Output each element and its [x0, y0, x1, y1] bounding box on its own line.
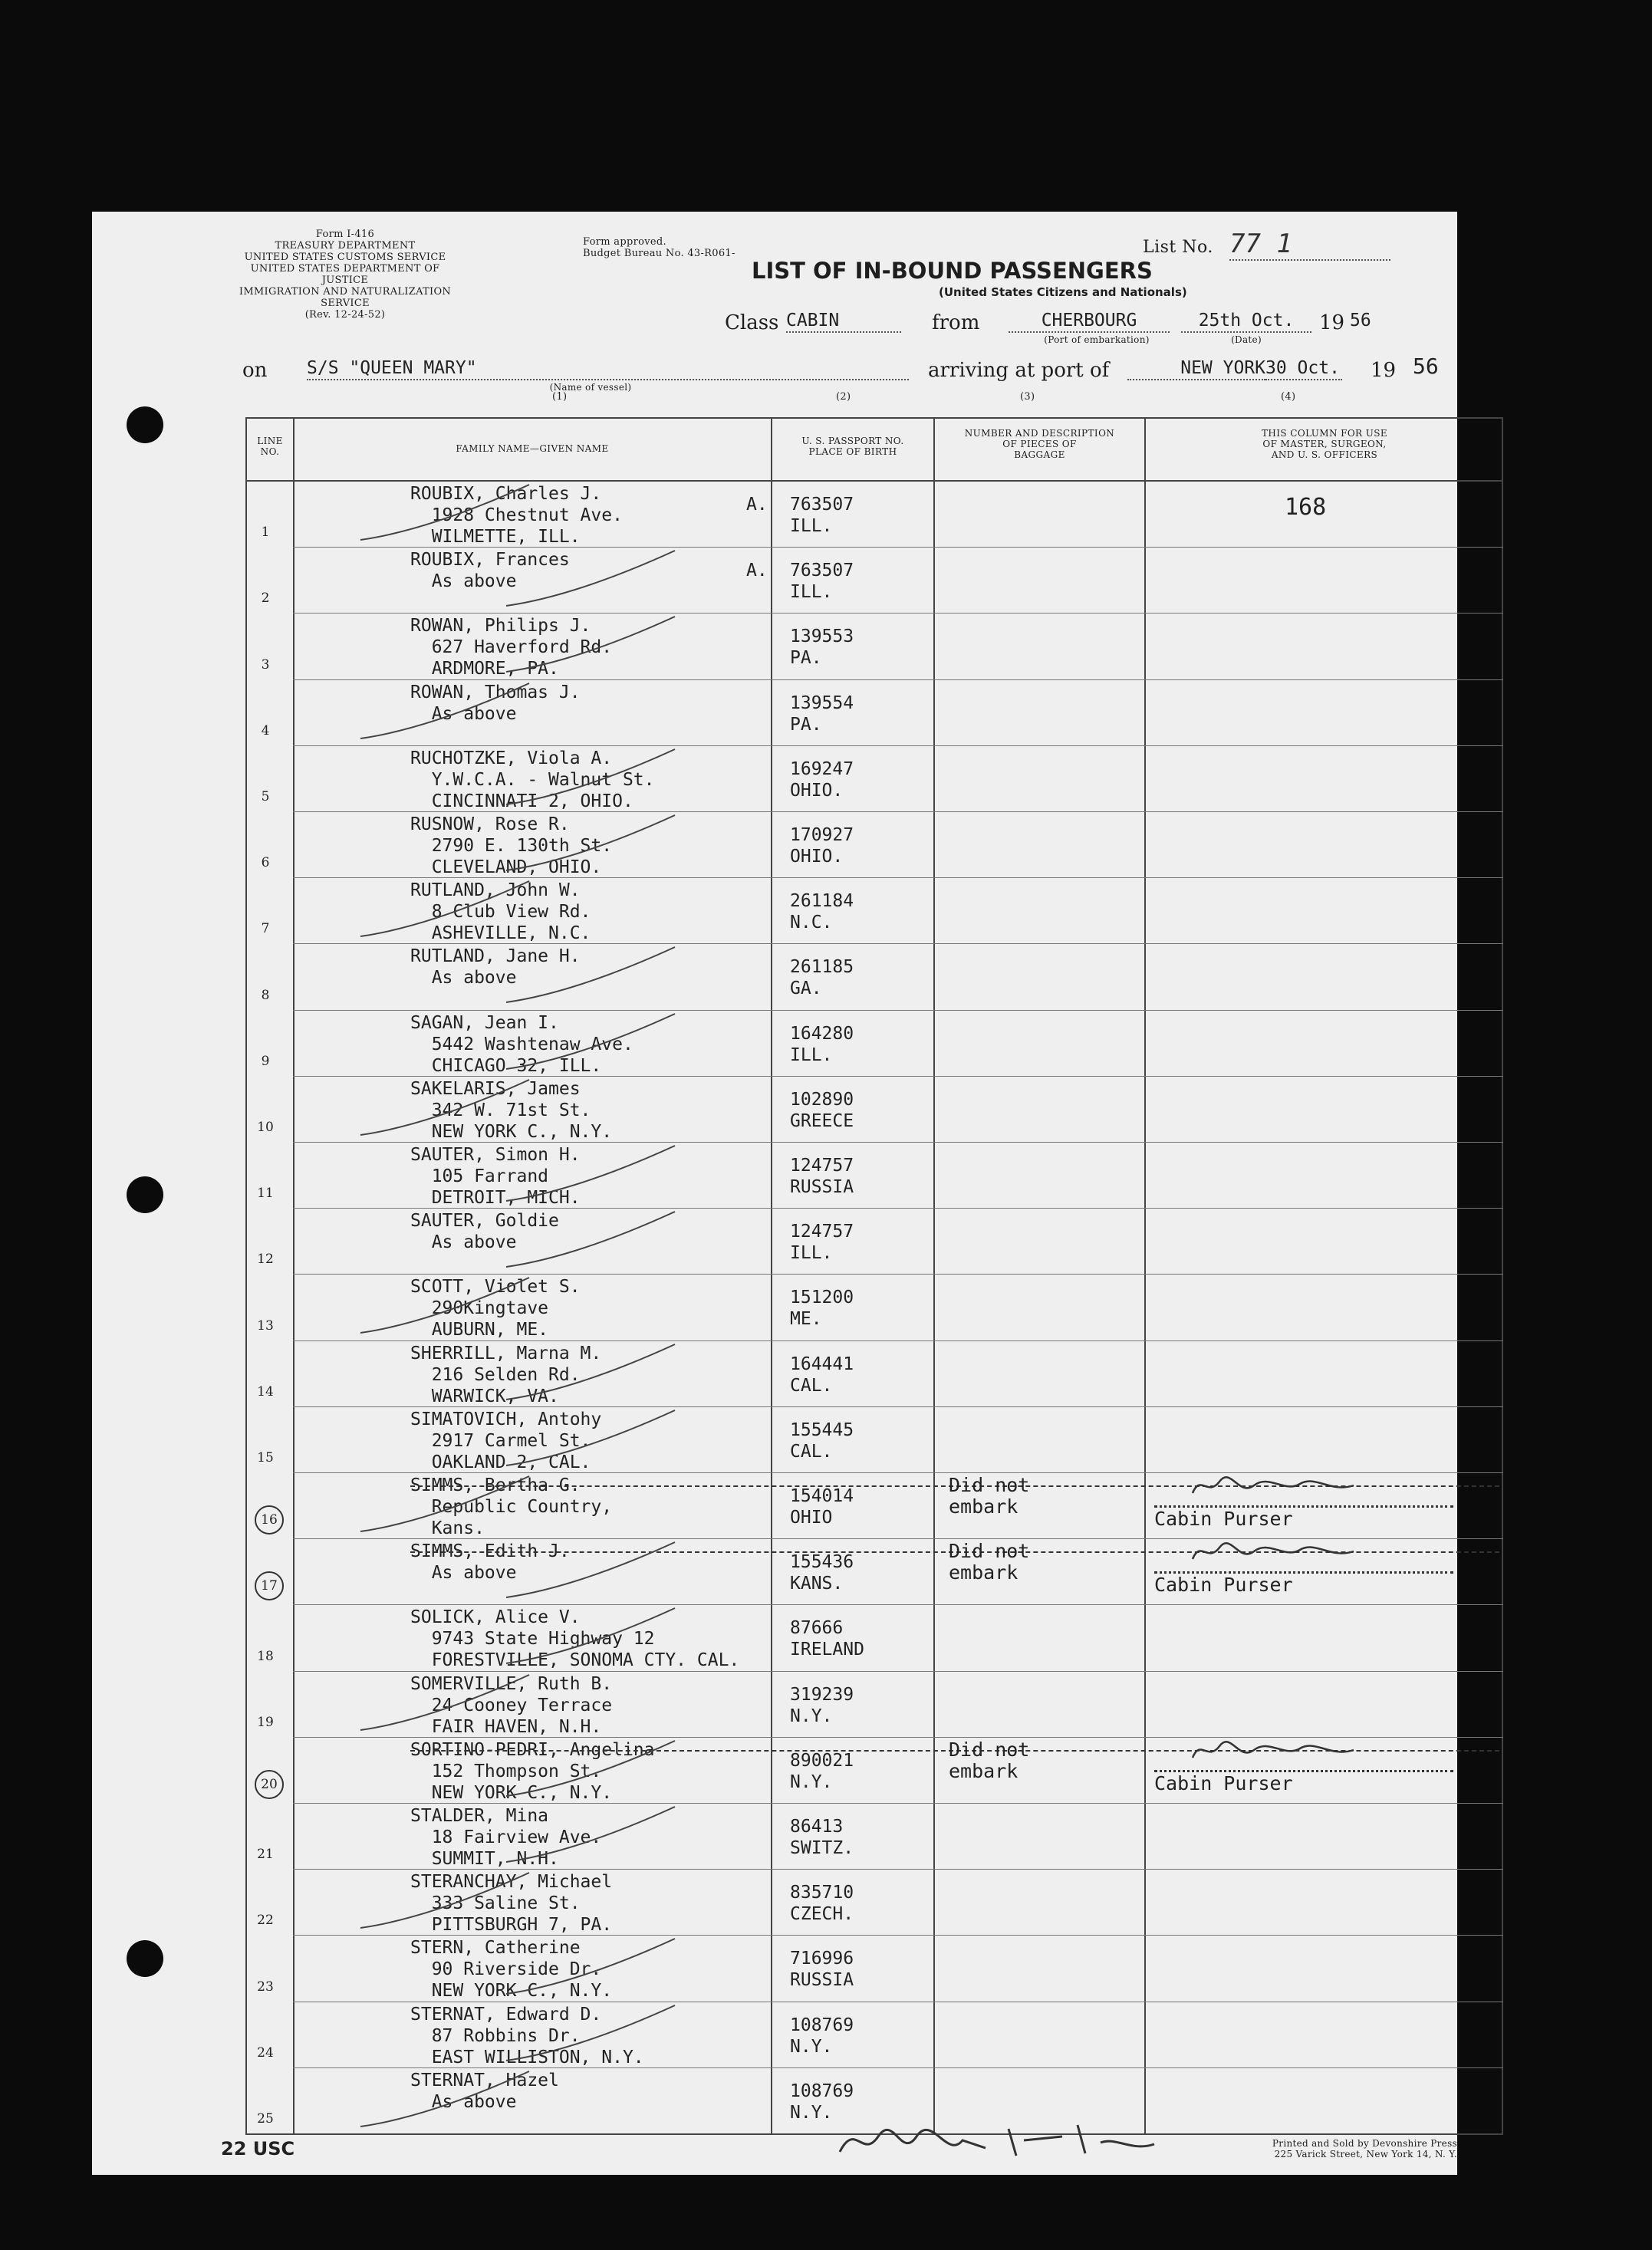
table-row — [245, 482, 1503, 548]
line-number: 25 — [257, 2110, 274, 2127]
passenger-name-address: SAKELARIS, James 342 W. 71st St. NEW YORK C., N.Y. — [410, 1078, 613, 1142]
table-row — [245, 613, 1503, 679]
officer-note: Cabin Purser — [1154, 1508, 1293, 1530]
baggage-note: Did not embark — [949, 1738, 1030, 1782]
customs-service: UNITED STATES CUSTOMS SERVICE — [244, 252, 446, 263]
passenger-name-address: SAUTER, Goldie As above — [410, 1211, 559, 1253]
passport-and-birthplace: 716996 RUSSIA — [790, 1949, 854, 1991]
passenger-name-address: SORTINO-PEDRI, Angelina 152 Thompson St. NEW YORK C., N.Y. — [410, 1739, 655, 1803]
on-label: on — [242, 359, 268, 382]
table-row — [245, 680, 1503, 746]
passport-and-birthplace: 155436 KANS. — [790, 1552, 854, 1594]
table-row — [245, 1209, 1503, 1275]
passport-and-birthplace: 108769 N.Y. — [790, 2015, 854, 2057]
arrival-port: NEW YORK — [1127, 357, 1265, 380]
col-header-officers: THIS COLUMN FOR USE OF MASTER, SURGEON, AND U. S. OFFICERS — [1262, 428, 1387, 460]
passport-and-birthplace: 170927 OHIO. — [790, 825, 854, 867]
arrival-date: 30 Oct. — [1265, 357, 1342, 380]
passenger-manifest-sheet — [92, 212, 1457, 2175]
year-prefix: 19 — [1319, 311, 1345, 334]
passenger-name-address: SIMMS, Edith J. As above — [410, 1541, 570, 1584]
col-header-baggage: NUMBER AND DESCRIPTION OF PIECES OF BAGGAGE — [964, 428, 1115, 460]
passport-and-birthplace: 124757 RUSSIA — [790, 1156, 854, 1197]
line-number: 1 — [261, 525, 270, 541]
passenger-name-address: STERNAT, Edward D. 87 Robbins Dr. EAST WILLISTON, N.Y. — [410, 2004, 644, 2067]
passport-and-birthplace: 164280 ILL. — [790, 1023, 854, 1065]
officer-dotted-line — [1154, 1571, 1453, 1574]
check-mark — [353, 1867, 552, 1936]
passport-and-birthplace: 87666 IRELAND — [790, 1618, 864, 1660]
passport-and-birthplace: 835710 CZECH. — [790, 1883, 854, 1925]
check-mark — [499, 1008, 698, 1077]
table-row — [245, 548, 1503, 613]
line-number: 21 — [257, 1847, 274, 1863]
col-number-1: (1) — [552, 391, 568, 403]
col-header-name: FAMILY NAME—GIVEN NAME — [456, 443, 609, 454]
table-row — [245, 2002, 1503, 2068]
passport-and-birthplace: 108769 N.Y. — [790, 2081, 854, 2123]
passport-and-birthplace: 319239 N.Y. — [790, 1684, 854, 1726]
line-number: 12 — [257, 1252, 274, 1268]
approved: Form approved. — [583, 236, 666, 248]
line-number: 4 — [261, 722, 270, 738]
line-number: 19 — [257, 1714, 274, 1730]
table-row — [245, 1473, 1503, 1539]
line-number: 10 — [257, 1119, 274, 1135]
table-row — [245, 1077, 1503, 1143]
class-label: Class — [725, 311, 779, 334]
col-number-3: (3) — [1020, 391, 1035, 403]
table-row — [245, 1143, 1503, 1209]
passport-and-birthplace: 139553 PA. — [790, 627, 854, 669]
passenger-name-address: ROWAN, Thomas J. As above — [410, 682, 581, 724]
signature — [832, 2106, 1162, 2167]
table-row — [245, 1738, 1503, 1804]
table-row — [245, 1870, 1503, 1936]
passport-and-birthplace: 164441 CAL. — [790, 1354, 854, 1396]
line-number: 18 — [257, 1648, 274, 1664]
arrival-year: 56 — [1413, 354, 1439, 379]
check-mark — [499, 743, 698, 812]
justice-dept: UNITED STATES DEPARTMENT OF JUSTICE — [250, 263, 440, 286]
table-row — [245, 1672, 1503, 1738]
line-number: 6 — [261, 855, 270, 871]
footer-statute: 22 USC — [221, 2138, 295, 2160]
budget-bureau: Budget Bureau No. 43-R061- — [583, 248, 736, 259]
col-header-passport: U. S. PASSPORT NO. PLACE OF BIRTH — [801, 436, 904, 457]
class-value: CABIN — [786, 310, 901, 333]
check-mark — [499, 1801, 698, 1870]
check-mark — [499, 1140, 698, 1209]
vessel-caption: (Name of vessel) — [549, 382, 632, 393]
table-row — [245, 812, 1503, 878]
line-number: 23 — [257, 1979, 274, 1995]
line-number: 3 — [261, 656, 270, 673]
passenger-name-address: RUTLAND, John W. 8 Club View Rd. ASHEVILLE, N.C. — [410, 880, 591, 944]
passenger-name-address: SAGAN, Jean I. 5442 Washtenaw Ave. CHICAGO 32, ILL. — [410, 1012, 633, 1076]
table-row — [245, 1275, 1503, 1340]
passenger-name-address: SHERRILL, Marna M. 216 Selden Rd. WARWICK, VA. — [410, 1343, 602, 1406]
passport-and-birthplace: 139554 PA. — [790, 692, 854, 735]
passenger-name-address: SOLICK, Alice V. 9743 State Highway 12 FORESTVILLE, SONOMA CTY. CAL. — [410, 1607, 740, 1671]
punch-hole-middle — [127, 1176, 163, 1213]
revision: (Rev. 12-24-52) — [304, 309, 386, 321]
line-number: 14 — [257, 1383, 274, 1400]
line-number: 2 — [261, 590, 270, 607]
check-mark — [499, 1735, 698, 1804]
punch-hole-top — [127, 406, 163, 443]
officer-note: Cabin Purser — [1154, 1771, 1293, 1794]
check-mark — [499, 1404, 698, 1473]
check-mark — [499, 1536, 698, 1605]
check-mark — [353, 875, 552, 944]
table-row — [245, 1341, 1503, 1407]
check-mark — [499, 1602, 698, 1671]
passenger-name-address: SIMMS, Bertha G. Republic Country, Kans. — [410, 1475, 613, 1538]
check-mark — [353, 677, 552, 746]
passport-and-birthplace: 890021 N.Y. — [790, 1750, 854, 1792]
passport-and-birthplace: 86413 SWITZ. — [790, 1817, 854, 1858]
passenger-name-address: RUTLAND, Jane H. As above — [410, 946, 581, 988]
passenger-name-address: ROUBIX, Frances As above — [410, 550, 570, 592]
passenger-name-address: RUCHOTZKE, Viola A. Y.W.C.A. - Walnut St. CINCINNATI 2, OHIO. — [410, 748, 655, 811]
line-number: 24 — [257, 2044, 274, 2061]
table-row — [245, 1936, 1503, 2002]
list-no-label: List No. — [1143, 238, 1213, 257]
from-label: from — [932, 311, 980, 334]
list-number-row — [1143, 229, 1442, 261]
check-mark — [353, 1470, 552, 1539]
passenger-name-address: STERN, Catherine 90 Riverside Dr. NEW YORK C., N.Y. — [410, 1938, 613, 2002]
passport-and-birthplace: 102890 GREECE — [790, 1089, 854, 1131]
passport-and-birthplace: 763507 ILL. — [790, 561, 854, 603]
col-number-2: (2) — [836, 391, 851, 403]
passport-prefix: A. — [746, 495, 768, 515]
officer-note: Cabin Purser — [1154, 1574, 1293, 1597]
passport-and-birthplace: 169247 OHIO. — [790, 758, 854, 801]
line-number: 22 — [257, 1913, 274, 1929]
punch-hole-bottom — [127, 1940, 163, 1977]
passenger-name-address: STERANCHAY, Michael 333 Saline St. PITTSBURGH 7, PA. — [410, 1872, 613, 1936]
passenger-name-address: SAUTER, Simon H. 105 Farrand DETROIT, MICH. — [410, 1145, 581, 1208]
table-row — [245, 944, 1503, 1010]
passport-and-birthplace: 124757 ILL. — [790, 1222, 854, 1264]
baggage-note: Did not embark — [949, 1540, 1030, 1584]
passenger-name-address: SCOTT, Violet S. 290Kingtave AUBURN, ME. — [410, 1277, 581, 1340]
line-number: 13 — [257, 1317, 274, 1334]
arriving-label: arriving at port of — [928, 359, 1110, 382]
form-approval — [583, 236, 736, 259]
line-number: 5 — [261, 788, 270, 804]
manifest-title: LIST OF IN-BOUND PASSENGERS — [752, 258, 1153, 284]
check-mark — [499, 809, 698, 878]
passenger-name-address: SOMERVILLE, Ruth B. 24 Cooney Terrace FAIR HAVEN, N.H. — [410, 1673, 613, 1737]
check-mark — [353, 1271, 552, 1340]
passport-and-birthplace: 151200 ME. — [790, 1288, 854, 1330]
check-mark — [499, 1999, 698, 2068]
arrival-year-prefix: 19 — [1371, 359, 1397, 382]
passport-prefix: A. — [746, 561, 768, 581]
officer-dotted-line — [1154, 1770, 1453, 1772]
line-number: 7 — [261, 921, 270, 937]
line-number: 11 — [257, 1186, 274, 1202]
form-info — [230, 229, 460, 321]
passport-and-birthplace: 261185 GA. — [790, 957, 854, 999]
manifest-subtitle: (United States Citizens and Nationals) — [939, 285, 1187, 299]
passport-and-birthplace: 154014 OHIO — [790, 1486, 854, 1528]
list-no-value: 77 1 — [1229, 229, 1390, 261]
line-number: 17 — [255, 1571, 284, 1600]
check-mark — [499, 610, 698, 679]
passport-and-birthplace: 763507 ILL. — [790, 495, 854, 536]
department: TREASURY DEPARTMENT — [275, 240, 416, 252]
purser-initials — [1185, 1536, 1361, 1567]
passenger-name-address: ROWAN, Philips J. 627 Haverford Rd. ARDMORE, PA. — [410, 616, 613, 679]
check-mark — [499, 1933, 698, 2002]
table-row — [245, 1539, 1503, 1605]
check-mark — [353, 1074, 552, 1143]
col-number-4: (4) — [1281, 391, 1296, 403]
line-number: 20 — [255, 1770, 284, 1799]
check-mark — [499, 1206, 698, 1275]
ins: IMMIGRATION AND NATURALIZATION SERVICE — [239, 286, 452, 309]
from-value: CHERBOURG — [1009, 310, 1170, 333]
port-embark-caption: (Port of embarkation) — [1044, 334, 1150, 345]
table-row — [245, 878, 1503, 944]
line-number: 16 — [255, 1505, 284, 1535]
passport-and-birthplace: 155445 CAL. — [790, 1419, 854, 1462]
check-mark — [499, 941, 698, 1010]
check-mark — [499, 544, 698, 613]
passport-and-birthplace: 261184 N.C. — [790, 891, 854, 933]
col-header-line-no: LINE NO. — [257, 436, 283, 457]
table-row — [245, 746, 1503, 812]
table-row — [245, 1804, 1503, 1870]
table-row — [245, 1407, 1503, 1473]
table-row — [245, 1011, 1503, 1077]
passenger-name-address: RUSNOW, Rose R. 2790 E. 130th St. CLEVELAND, OHIO. — [410, 814, 613, 877]
check-mark — [353, 1669, 552, 1738]
baggage-note: Did not embark — [949, 1474, 1030, 1518]
form-number: Form I-416 — [315, 229, 375, 240]
purser-initials — [1185, 1470, 1361, 1501]
check-mark — [353, 479, 552, 548]
table-row — [245, 1605, 1503, 1671]
vessel-name: S/S "QUEEN MARY" — [307, 357, 909, 380]
passenger-name-address: ROUBIX, Charles J. 1928 Chestnut Ave. WILMETTE, ILL. — [410, 484, 623, 547]
check-mark — [499, 1338, 698, 1407]
purser-initials — [1185, 1735, 1361, 1765]
officer-dotted-line — [1154, 1505, 1453, 1508]
sailing-year: 56 — [1350, 311, 1371, 331]
passenger-name-address: SIMATOVICH, Antohy 2917 Carmel St. OAKLAND 2, CAL. — [410, 1409, 602, 1472]
officer-count: 168 — [1285, 494, 1327, 521]
line-number: 8 — [261, 987, 270, 1003]
passenger-name-address: STALDER, Mina 18 Fairview Ave. SUMMIT, N.H. — [410, 1806, 602, 1869]
check-mark — [353, 2065, 552, 2134]
passenger-name-address: STERNAT, Hazel As above — [410, 2070, 559, 2112]
line-number: 9 — [261, 1053, 270, 1069]
printer-imprint: Printed and Sold by Devonshire Press 225 Varick Street, New York 14, N. Y. — [1272, 2138, 1457, 2160]
line-number: 15 — [257, 1449, 274, 1465]
sailing-date: 25th Oct. — [1181, 310, 1311, 333]
date-caption: (Date) — [1231, 334, 1262, 345]
